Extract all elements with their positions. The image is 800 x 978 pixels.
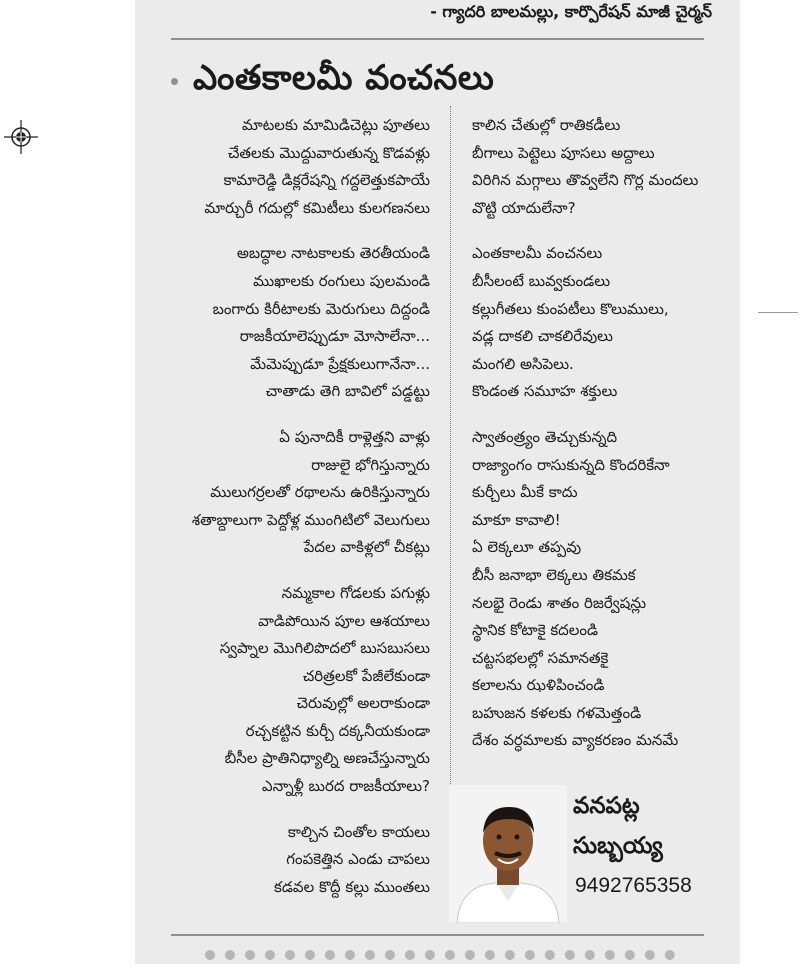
article-title: ఎంతకాలమీ వంచనలు <box>193 58 495 98</box>
poem-line: మాటలకు మామిడిచెట్లు పూతలు <box>242 116 430 134</box>
poem-line: కల్లుగీతలు కుంపటీలు కొలుములు, <box>472 299 669 318</box>
poem-line: ఎన్నాళ్లీ బురద రాజకీయాలు? <box>261 777 430 796</box>
poem-line: ఎంతకాలమీ వంచనలు <box>472 244 603 263</box>
newspaper-page <box>135 0 740 964</box>
registration-mark-icon <box>4 120 38 154</box>
stanza <box>472 240 732 406</box>
poem-line: నమ్మకాల గోడలకు పగుళ్లు <box>281 583 430 602</box>
stanza <box>130 424 430 562</box>
poem-line: బీసీ జనాభా లెక్కలు తికమక <box>472 565 636 584</box>
title-bullet <box>171 78 178 85</box>
author-photo <box>449 785 567 923</box>
poem-line: ములుగర్రలతో రథాలను ఉరికిస్తున్నారు <box>210 483 430 502</box>
poem-line: కాల్చిన చింతోల కాయలు <box>287 822 430 841</box>
poem-line: ఏ లెక్కలూ తప్పవు <box>472 538 582 557</box>
poem-line: రాజ్యాంగం రాసుకున్నది కొందరికేనా <box>472 455 670 474</box>
poem-line: బీసీలంటే బువ్వకుండలు <box>472 271 611 290</box>
top-divider <box>171 38 704 40</box>
poem-line: దేశం వర్ధమాలకు వ్యాకరణం మనమే <box>472 731 679 750</box>
poem-line: గంపకెత్తిన ఎండు చాపలు <box>286 850 430 869</box>
poem-line: రచ్చకట్టిన కుర్చీ దక్కనీయకుండా <box>245 721 430 740</box>
poem-line: ముఖాలకు రంగులు పులమండి <box>253 271 430 290</box>
poem-line: వొట్టి యాదులేనా? <box>472 198 576 217</box>
stanza <box>472 112 732 222</box>
poem-line: వాడిపోయిన పూల ఆశయాలు <box>258 611 430 630</box>
stanza <box>472 424 732 755</box>
poem-line: స్వప్నాల మొగిలిపొదలో బుసబుసలు <box>219 639 430 658</box>
poem-left-column <box>130 112 430 901</box>
poem-line: మంగలి అసిపెలు. <box>472 354 574 373</box>
poem-line: అబద్ధాల నాటకాలకు తెరతీయండి <box>236 244 430 263</box>
poem-line: స్థానిక కోటాకై కదలండి <box>472 621 599 640</box>
poem-line: బంగారు కిరీటాలకు మెరుగులు దిద్దండి <box>212 299 430 318</box>
author-surname: సుబ్బయ్య <box>573 833 663 859</box>
poem-line: శతాబ్దాలుగా పెద్దోళ్ల ముంగిటిలో వెలుగులు <box>191 510 430 529</box>
poem-line: బీగాలు పెట్టెలు పూసలు అద్దాలు <box>472 143 655 162</box>
poem-line: మేమెప్పుడూ ప్రేక్షకులుగానేనా... <box>250 354 430 373</box>
stanza <box>130 819 430 902</box>
poem-line: రాజకీయాలెప్పుడూ మోసాలేనా... <box>239 327 430 346</box>
poem-line: చెరువుల్లో అలరాకుండా <box>296 694 430 713</box>
stanza <box>130 112 430 222</box>
adjacent-column-fragment <box>740 0 800 964</box>
poem-line: విరిగిన మగ్గాలు తొవ్వలేని గొర్ల మందలు <box>472 171 699 190</box>
poem-line: రాజులై భోగిస్తున్నారు <box>311 455 430 474</box>
poem-line: బీసీల ప్రాతినిధ్యాల్ని అణచేస్తున్నారు <box>224 749 430 768</box>
poem-line: ఏ పునాదికీ రాళ్లెత్తని వాళ్లు <box>279 427 430 446</box>
author-name: వనపట్ల <box>573 793 640 819</box>
author-phone: 9492765358 <box>575 874 692 897</box>
poem-line: చేతలకు మొద్దువారుతున్న కొడవళ్లు <box>227 143 430 162</box>
fragment-divider <box>758 312 798 313</box>
poem-line: కడవల కొద్దీ కల్లు ముంతలు <box>273 877 430 896</box>
poem-line: నలభై రెండు శాతం రిజర్వేషన్లు <box>472 593 647 612</box>
poem-line: కామారెడ్డి డిక్లరేషన్ని గద్దలెత్తుకపాయే <box>223 171 430 190</box>
stanza <box>130 580 430 801</box>
poem-right-column <box>472 112 732 755</box>
poem-line: స్వాతంత్ర్యం తెచ్చుకున్నది <box>472 427 618 446</box>
bottom-divider <box>171 934 704 936</box>
poem-line: మార్చురీ గదుల్లో కమిటీలు కులగణనలు <box>204 198 430 217</box>
poem-line: చరిత్రలకో పేజీలేకుండా <box>302 666 430 685</box>
poem-line: కొండంత సమూహ శక్తులు <box>472 382 618 401</box>
poem-line: కాలిన చేతుల్లో రాతికడీలు <box>472 116 621 134</box>
previous-article-attribution: - గ్యాదరి బాలమల్లు, కార్పొరేషన్ మాజీ చైర్మన్ <box>430 2 712 21</box>
poem-line: వడ్ల దాకలి చాకలిరేవులు <box>472 327 613 346</box>
poem-line: కలాలను ఝళిపించండి <box>472 676 605 695</box>
poem-line: చట్టసభలల్లో సమానతకై <box>472 648 609 667</box>
poem-line: చాతాడు తెగి బావిలో పడ్డట్టు <box>265 382 430 401</box>
poem-line: కుర్చీలు మీకే కాదు <box>472 483 578 502</box>
poem-line: మాకూ కావాలి! <box>472 510 561 529</box>
stanza <box>130 240 430 406</box>
poem-line: పేదల వాకిళ్లలో చీకట్లు <box>303 538 430 557</box>
next-article-fragment <box>205 950 675 978</box>
left-margin <box>0 0 135 964</box>
poem-line: బహుజన కళలకు గళమెత్తండి <box>472 703 642 722</box>
